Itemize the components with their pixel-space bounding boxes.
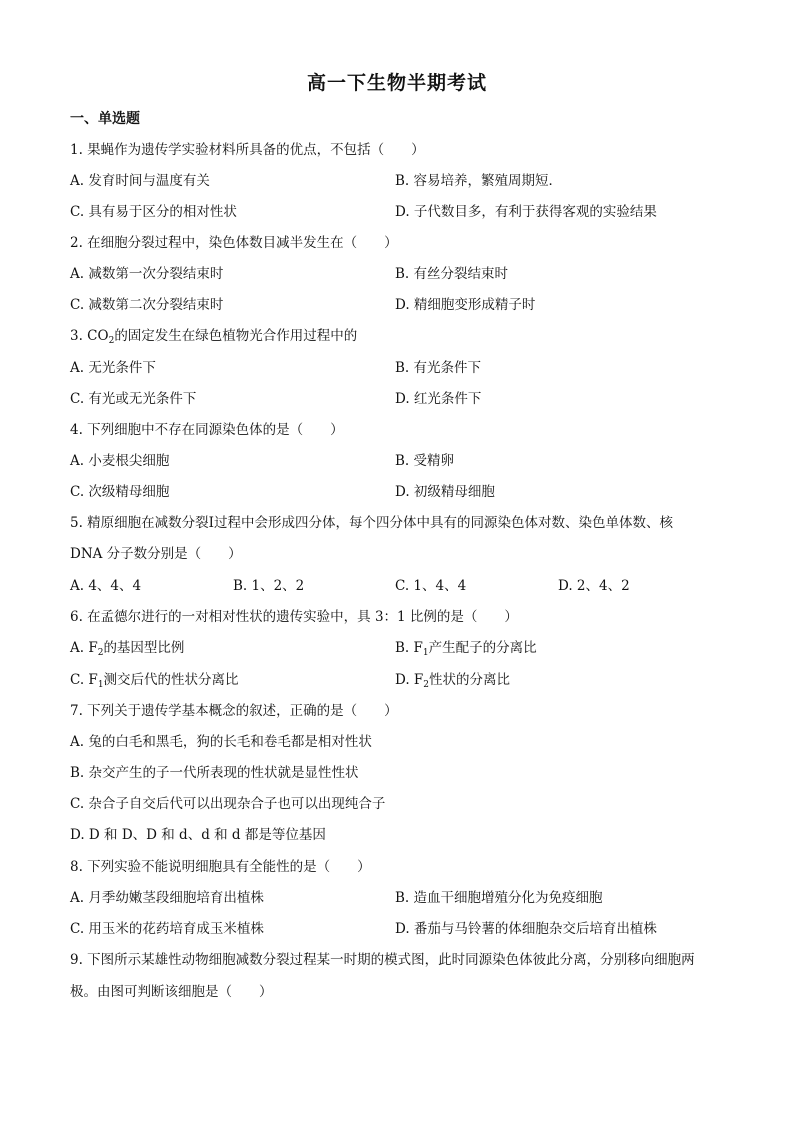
question-6-stem: 6. 在孟德尔进行的一对相对性状的遗传实验中，具 3：1 比例的是（ ） [70, 609, 518, 625]
question-2-option-b: B. 有丝分裂结束时 [395, 266, 509, 282]
question-6-option-c: C. $F_1$测交后代的性状分离比 [70, 672, 239, 690]
question-3-option-a: A. 无光条件下 [70, 360, 156, 376]
question-4-option-a: A. 小麦根尖细胞 [70, 453, 170, 469]
question-8-option-d: D. 番茄与马铃薯的体细胞杂交后培育出植株 [395, 921, 657, 937]
question-9-stem-line-1: 9. 下图所示某雄性动物细胞减数分裂过程某一时期的模式图，此时同源染色体彼此分离，分别移向细胞两 [70, 952, 695, 968]
question-7-option-b: B. 杂交产生的子一代所表现的性状就是显性性状 [70, 765, 359, 781]
question-8-option-b: B. 造血干细胞增殖分化为免疫细胞 [395, 890, 603, 906]
question-5-option-c: C. 1、4、4 [395, 578, 467, 594]
question-6-option-d: D. $F_2$性状的分离比 [395, 672, 511, 690]
question-3-option-b: B. 有光条件下 [395, 360, 482, 376]
question-5-option-b: B. 1、2、2 [233, 578, 305, 594]
question-2-stem: 2. 在细胞分裂过程中，染色体数目减半发生在（ ） [70, 235, 398, 251]
question-5-stem-line-1: 5. 精原细胞在减数分裂Ⅰ过程中会形成四分体，每个四分体中具有的同源染色体对数、染色单体数、核 [70, 515, 674, 531]
question-1-stem: 1. 果蝇作为遗传学实验材料所具备的优点，不包括（ ） [70, 142, 425, 158]
question-1-option-d: D. 子代数目多，有利于获得客观的实验结果 [395, 204, 657, 220]
question-8-stem: 8. 下列实验不能说明细胞具有全能性的是（ ） [70, 859, 371, 875]
question-7-option-a: A. 兔的白毛和黑毛，狗的长毛和卷毛都是相对性状 [70, 734, 372, 750]
question-9-stem-line-2: 极。由图可判断该细胞是（ ） [70, 984, 273, 1000]
question-2-option-d: D. 精细胞变形成精子时 [395, 297, 536, 313]
question-5-stem-line-2: DNA 分子数分别是（ ） [70, 546, 242, 562]
question-1-option-c: C. 具有易于区分的相对性状 [70, 204, 237, 220]
question-5-option-d: D. 2、4、2 [558, 578, 630, 594]
question-3-option-d: D. 红光条件下 [395, 391, 482, 407]
question-8-option-c: C. 用玉米的花药培育成玉米植株 [70, 921, 264, 937]
question-1-option-b: B. 容易培养，繁殖周期短． [395, 173, 563, 189]
question-6-option-a: A. $F_2$的基因型比例 [70, 640, 185, 658]
question-7-stem: 7. 下列关于遗传学基本概念的叙述，正确的是（ ） [70, 703, 398, 719]
question-4-option-b: B. 受精卵 [395, 453, 455, 469]
question-1-option-a: A. 发育时间与温度有关 [70, 173, 210, 189]
question-7-option-c: C. 杂合子自交后代可以出现杂合子也可以出现纯合子 [70, 796, 386, 812]
question-2-option-c: C. 减数第二次分裂结束时 [70, 297, 224, 313]
section-heading: 一、单选题 [70, 111, 140, 127]
question-6-option-b: B. $F_1$产生配子的分离比 [395, 640, 537, 658]
question-3-option-c: C. 有光或无光条件下 [70, 391, 197, 407]
page-title: 高一下生物半期考试 [306, 72, 487, 94]
question-4-option-d: D. 初级精母细胞 [395, 484, 495, 500]
question-4-stem: 4. 下列细胞中不存在同源染色体的是（ ） [70, 422, 344, 438]
question-3-stem: 3. $CO_2$的固定发生在绿色植物光合作用过程中的 [70, 328, 358, 346]
question-7-option-d: D. D 和 D、D 和 d、d 和 d 都是等位基因 [70, 827, 326, 843]
question-4-option-c: C. 次级精母细胞 [70, 484, 170, 500]
question-8-option-a: A. 月季幼嫩茎段细胞培育出植株 [70, 890, 264, 906]
question-2-option-a: A. 减数第一次分裂结束时 [70, 266, 224, 282]
question-5-option-a: A. 4、4、4 [70, 578, 142, 594]
